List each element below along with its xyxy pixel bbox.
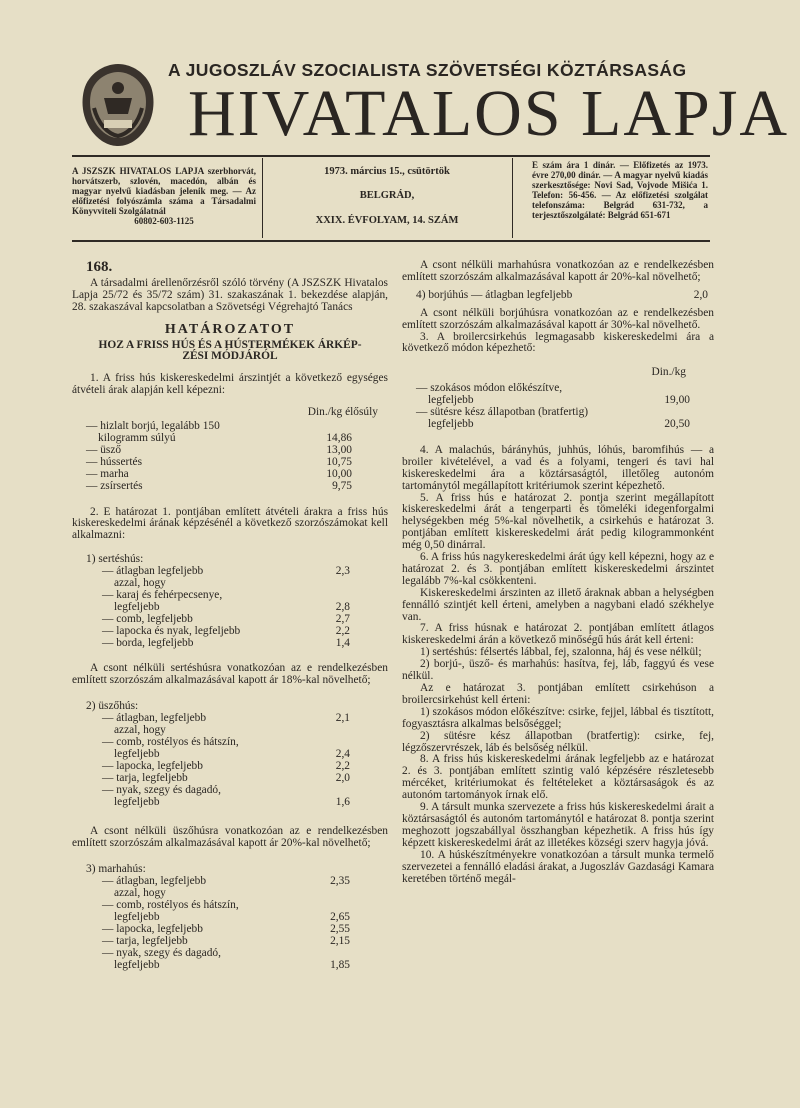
- list-item: [72, 761, 388, 773]
- right-paragraph-1: A csont nélküli marhahúsra vonatkozóan az e rendelkezésben említett szorzószám alkalmazásával kapott ár 20%-kal növelhető;: [402, 259, 714, 283]
- item-value: 2,2: [335, 759, 350, 772]
- item-value: 10,75: [326, 455, 352, 468]
- right-paragraph-15: 8. A friss hús kiskereskedelmi árának legfeljebb az e határozat 2. és 3. pontjában említett szintig való képzésére részletesebb mércéket, kritériumokat és feltételeket a köztársaságok és az autonóm tartományok írnak elő.: [402, 753, 714, 802]
- item-label: azzal, hogy: [114, 887, 166, 900]
- multiplier-list-2: [72, 713, 388, 808]
- list-item: [72, 602, 388, 614]
- list-item: [72, 445, 388, 457]
- item-value: 20,50: [664, 417, 690, 430]
- issue-city: BELGRÁD,: [359, 190, 415, 201]
- group-2-title: 2) üszőhús:: [86, 700, 139, 713]
- item-label: — nyak, szegy és dagadó,: [102, 783, 221, 796]
- item-label: — zsírsertés: [86, 479, 143, 492]
- list-item: [72, 773, 388, 785]
- paragraph-1: 1. A friss hús kiskereskedelmi árszintjét a következő egységes átvételi árak alapján kell képezni:: [72, 372, 388, 397]
- item-label: legfeljebb: [114, 958, 160, 971]
- calf-value: 2,0: [693, 288, 708, 301]
- item-label: — lapocka, legfeljebb: [102, 922, 203, 935]
- list-item: [402, 419, 714, 431]
- item-value: 2,7: [335, 612, 350, 625]
- item-label: — lapocka és nyak, legfeljebb: [102, 624, 241, 637]
- item-label: — comb, rostélyos és hátszín,: [102, 898, 239, 911]
- list-item: [72, 960, 388, 972]
- right-paragraph-7: 6. A friss hús nagykereskedelmi árát úgy kell képezni, hogy az e határozat 2. és 3. pontjában említett kiskereskedelmi árszintet legalább 7%-kal csökkenteni.: [402, 551, 714, 587]
- account-number: 60802-603-1125: [134, 216, 194, 226]
- item-label: legfeljebb: [114, 747, 160, 760]
- item-label: legfeljebb: [428, 417, 474, 430]
- issue-date: 1973. március 15., csütörtök: [324, 166, 450, 177]
- price-list-1: [72, 421, 388, 492]
- item-label: — marha: [86, 467, 129, 480]
- item-value: 10,00: [326, 467, 352, 480]
- item-label: legfeljebb: [114, 795, 160, 808]
- right-paragraph-17: 10. A húskészítményekre vonatkozóan a társult munka termelő szervezetei a fennálló eladási árakat, a Jugoszláv Gazdasági Kamara keretében történő megál-: [402, 848, 714, 885]
- page-title: HIVATALOS LAPJA: [188, 77, 790, 150]
- item-value: 13,00: [326, 443, 352, 456]
- list-item: [72, 936, 388, 948]
- item-label: — comb, legfeljebb: [102, 612, 193, 625]
- item-value: 1,4: [335, 636, 350, 649]
- list-item: [72, 614, 388, 626]
- item-label: — lapocka, legfeljebb: [102, 759, 203, 772]
- header-divider-right: [512, 158, 513, 238]
- item-label: — comb, rostélyos és hátszín,: [102, 736, 239, 748]
- header-left-info: A JSZSZK HIVATALOS LAPJA szerbhorvát, horvátszerb, szlovén, macedón, albán és magyar nyelvű kiadásban jelenik meg. — Az előfizetési folyószámla száma a Társadalmi Könyvviteli Szolgálatnál 60802-603-1125: [72, 166, 256, 226]
- item-label: — tarja, legfeljebb: [102, 771, 188, 784]
- item-value: 2,2: [335, 624, 350, 637]
- right-column: [402, 260, 714, 885]
- item-label: — sütésre kész állapotban (bratfertig): [416, 406, 589, 419]
- unit-header-2: Din./kg: [651, 366, 686, 379]
- right-paragraph-16: 9. A társult munka szervezete a friss hús kiskereskedelmi árait a köztársaságtól és autonóm tartománytól e határozat 8. pontja szerint meghozott jogszabállyal összhangban képezhetik. A friss hús így képzett kiskereskedelmi árát az illetékes községi szerv hagyja jóvá.: [402, 801, 714, 849]
- right-paragraph-6: 5. A friss hús e határozat 2. pontja szerint megállapított kiskereskedelmi árát a tengerparti és tömeléki idegenforgalmi helységekben még 5%-kal növelhetik, a csirkehús e határozat 3. pontjában említett kiskereskedelmi árát pedig kilogrammonként még 0,50 dinárral.: [402, 491, 714, 552]
- multiplier-list-3: [72, 876, 388, 971]
- supertitle: A JUGOSZLÁV SZOCIALISTA SZÖVETSÉGI KÖZTÁRSASÁG: [168, 60, 687, 80]
- item-label: — tarja, legfeljebb: [102, 934, 188, 947]
- item-label: — átlagban, legfeljebb: [102, 875, 207, 888]
- list-item: [72, 924, 388, 936]
- item-label: legfeljebb: [428, 394, 474, 407]
- header-top-rule: [72, 155, 710, 157]
- header-right-info: E szám ára 1 dinár. — Előfizetés az 1973. évre 270,00 dinár. — A magyar nyelvű kiadás szerkesztősége: Novi Sad, Vojvode Mišića 1. Telefon: 56-456. — Az előfizetési szolgálat telefonszáma: Belgrád 631-732, a terjesztőszolgálaté: Belgrád 651-671: [532, 160, 708, 220]
- item-label: azzal, hogy: [114, 724, 166, 737]
- right-paragraph-4: 3. A broilercsirkehús legmagasabb kiskereskedelmi ára a következő módon képezhető:: [402, 330, 714, 355]
- decree-subtitle-1: HOZ A FRISS HÚS ÉS A HÚSTERMÉKEK ÁRKÉP-: [98, 338, 362, 351]
- right-paragraph-11: 2) borjú-, üsző- és marhahús: hasítva, fej, láb, faggyú és vese nélkül.: [402, 658, 714, 683]
- list-item: [72, 797, 388, 809]
- item-label: kilogramm súlyú: [98, 431, 176, 444]
- item-value: 1,85: [330, 958, 350, 971]
- item-value: 14,86: [326, 431, 352, 444]
- multiplier-list-1: [72, 566, 388, 649]
- item-label: — hússertés: [86, 455, 142, 468]
- decree-subtitle-2: ZÉSI MÓDJÁRÓL: [182, 350, 278, 363]
- header-middle: [268, 166, 506, 239]
- state-emblem-icon: [74, 58, 162, 150]
- intro-paragraph: A társadalmi árellenőrzésről szóló törvény (A JSZSZK Hivatalos Lapja 25/72 és 35/72 szám) 31. szakaszának 1. bekezdése alapján, 28. szakaszával kapcsolatban a Szövetségi Végrehajtó Tanács: [72, 276, 388, 313]
- item-value: 1,6: [335, 795, 350, 808]
- item-label: — karaj és fehérpecsenye,: [102, 588, 223, 601]
- right-paragraph-5: 4. A malachús, bárányhús, juhhús, lóhús, baromfihús — a broiler kivételével, a vad és a folyami, tengeri és tavi hal kiskereskedelmi ára a köztársaságtól, illetőleg autonóm tartománytól megállapított kritériumok szerint képezhető.: [402, 443, 714, 492]
- price-list-2: [402, 383, 714, 431]
- item-label: azzal, hogy: [114, 577, 166, 590]
- item-value: 2,55: [330, 922, 350, 935]
- right-paragraph-12: Az e határozat 3. pontjában említett csirkehúson a broilercsirkehúst kell érteni:: [402, 682, 714, 706]
- header-divider-left: [262, 158, 263, 238]
- list-item: [72, 469, 388, 481]
- item-value: 9,75: [332, 479, 352, 492]
- group-3-title: 3) marhahús:: [86, 863, 146, 876]
- item-label: legfeljebb: [114, 910, 160, 923]
- item-label: legfeljebb: [114, 600, 160, 613]
- calf-row: [402, 290, 714, 302]
- item-label: — átlagban legfeljebb: [102, 565, 204, 578]
- issue-volume: XXIX. ÉVFOLYAM, 14. SZÁM: [315, 215, 459, 226]
- calf-label: 4) borjúhús — átlagban legfeljebb: [416, 288, 573, 301]
- list-item: [72, 626, 388, 638]
- left-column: [72, 259, 388, 971]
- paragraph-4: A csont nélküli üszőhúsra vonatkozóan az e rendelkezésben említett szorzószám alkalmazásával kapott ár 20%-kal növelhető;: [72, 825, 388, 850]
- item-value: 2,4: [335, 747, 350, 760]
- item-value: 2,35: [330, 875, 350, 888]
- right-paragraph-13: 1) szokásos módon előkészítve: csirke, fejjel, lábbal és tisztított, fogyasztásra alkalmas belsőséggel;: [402, 705, 714, 730]
- paragraph-2: 2. E határozat 1. pontjában említett átvételi árakra a friss hús kiskereskedelmi árának képzésénél a következő szorzószámokat kell alkalmazni:: [72, 505, 388, 542]
- item-label: — hizlalt borjú, legalább 150: [86, 420, 220, 433]
- item-value: 2,3: [335, 565, 350, 578]
- list-item: [72, 638, 388, 650]
- item-value: 2,1: [335, 712, 350, 725]
- list-item: [72, 948, 388, 960]
- item-value: 2,65: [330, 910, 350, 923]
- list-item: [72, 481, 388, 493]
- item-label: — nyak, szegy és dagadó,: [102, 946, 221, 959]
- item-label: — üsző: [86, 443, 122, 456]
- list-item: [72, 785, 388, 797]
- right-paragraph-9: 7. A friss húsnak e határozat 2. pontjában említett átlagos kiskereskedelmi árán a következő minőségű hús árát kell érteni:: [402, 622, 714, 647]
- header-bottom-rule: [72, 240, 710, 242]
- item-label: — borda, legfeljebb: [102, 636, 194, 649]
- decree-number: 168.: [86, 259, 113, 275]
- item-value: 2,8: [335, 600, 350, 613]
- right-paragraph-8: Kiskereskedelmi árszinten az illető áraknak abban a helységben fennálló szintjét kell érteni, amelyben a nagybani eladó székhelye van.: [402, 586, 714, 623]
- item-label: — átlagban, legfeljebb: [102, 712, 207, 725]
- decree-heading: HATÁROZATOT: [164, 321, 296, 337]
- right-paragraph-14: 2) sütésre kész állapotban (bratfertig): csirke, fej, légzőszervrészek, láb és belsőség nélkül.: [402, 729, 714, 754]
- item-label: — szokásos módon előkészítve,: [416, 382, 563, 395]
- item-value: 19,00: [664, 394, 690, 407]
- item-value: 2,15: [330, 934, 350, 947]
- right-paragraph-3: A csont nélküli borjúhúsra vonatkozóan az e rendelkezésben említett szorzószám alkalmazásával kapott ár 30%-kal növelhető.: [402, 306, 714, 331]
- item-value: 2,0: [335, 771, 350, 784]
- list-item: [72, 912, 388, 924]
- unit-header-1: Din./kg élősúly: [307, 406, 378, 419]
- group-1-title: 1) sertéshús:: [86, 553, 144, 566]
- list-item: [72, 457, 388, 469]
- right-paragraph-10: 1) sertéshús: félsertés lábbal, fej, szalonna, háj és vese nélkül;: [420, 646, 702, 659]
- paragraph-3: A csont nélküli sertéshúsra vonatkozóan az e rendelkezésben említett szorzószám alkalmazásával kapott ár 18%-kal növelhető;: [72, 662, 388, 687]
